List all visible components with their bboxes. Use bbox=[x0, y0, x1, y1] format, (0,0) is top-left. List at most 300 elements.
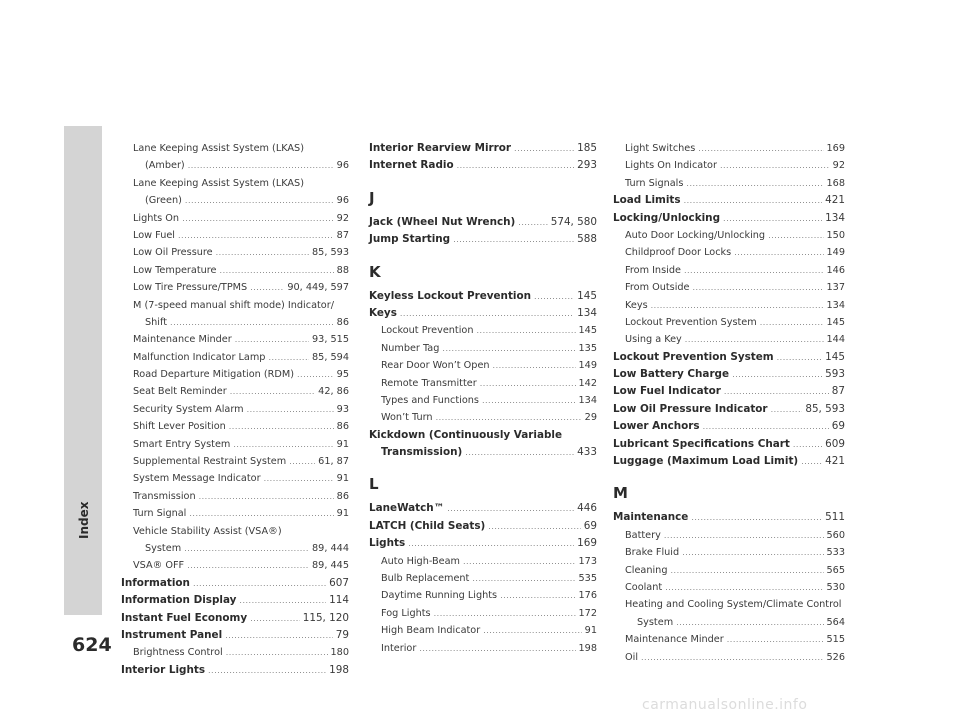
entry-text: Light Switches bbox=[625, 143, 696, 154]
dot-leader bbox=[178, 227, 334, 244]
entry-text: Auto Door Locking/Unlocking bbox=[625, 229, 766, 241]
entry-text: LATCH (Child Seats) bbox=[369, 519, 486, 532]
entry-text: Brake Fluid bbox=[625, 547, 680, 559]
page-reference: 593 bbox=[825, 368, 845, 381]
page-reference: 169 bbox=[577, 537, 597, 550]
dot-leader bbox=[189, 505, 333, 522]
entry-text: Supplemental Restraint System bbox=[133, 456, 287, 468]
dot-leader bbox=[685, 331, 824, 348]
entry-text: System bbox=[637, 616, 674, 628]
dot-leader bbox=[691, 509, 822, 526]
page-reference: 168 bbox=[826, 177, 845, 189]
index-entry-low-battery-charge bbox=[613, 366, 845, 383]
entry-text: Lane Keeping Assist System (LKAS) bbox=[133, 143, 304, 154]
entry-text: Locking/Unlocking bbox=[613, 211, 721, 224]
page-reference: 607 bbox=[329, 576, 349, 589]
page-reference: 69 bbox=[831, 420, 845, 433]
page-reference: 114 bbox=[329, 594, 349, 607]
page-reference: 92 bbox=[336, 212, 349, 224]
page-reference: 135 bbox=[578, 342, 597, 354]
index-subentry-turn-signal bbox=[121, 505, 349, 522]
index-subentry-turn-signals bbox=[613, 175, 845, 192]
entry-text: Luggage (Maximum Load Limit) bbox=[613, 455, 799, 468]
dot-leader bbox=[651, 297, 824, 314]
entry-text: Lights bbox=[369, 537, 406, 550]
index-entry-lubricant-specifications-chart bbox=[613, 436, 845, 453]
index-subentry-system bbox=[613, 614, 845, 631]
entry-text: Coolant bbox=[625, 581, 663, 593]
index-subentry-fog-lights bbox=[369, 605, 597, 622]
page-reference: 185 bbox=[577, 142, 597, 154]
index-subentry-brake-fluid bbox=[613, 544, 845, 561]
page-reference: 511 bbox=[825, 511, 845, 524]
index-subentry-lockout-prevention-system bbox=[613, 314, 845, 331]
section-letter-l: L bbox=[369, 475, 379, 494]
page-reference: 169 bbox=[826, 143, 845, 154]
index-subentry-won-t-turn bbox=[369, 409, 597, 426]
entry-text: Battery bbox=[625, 529, 661, 541]
index-entry-low-fuel-indicator bbox=[613, 383, 845, 400]
dot-leader bbox=[408, 535, 574, 552]
page-reference: 69 bbox=[583, 519, 597, 532]
page-reference: 93 bbox=[336, 403, 349, 415]
dot-leader bbox=[447, 500, 574, 517]
index-subentry-from-inside bbox=[613, 262, 845, 279]
entry-text: Lockout Prevention bbox=[381, 325, 474, 337]
index-entry-jack-wheel-nut-wrench bbox=[369, 214, 597, 231]
dot-leader bbox=[289, 453, 315, 470]
page-reference: 526 bbox=[826, 651, 845, 663]
entry-text: Lockout Prevention System bbox=[625, 316, 757, 328]
page-reference: 91 bbox=[336, 438, 349, 450]
dot-leader bbox=[170, 314, 334, 331]
page-reference: 96 bbox=[336, 195, 349, 207]
page-reference: 149 bbox=[578, 360, 597, 372]
dot-leader bbox=[684, 262, 824, 279]
page-reference: 95 bbox=[336, 369, 349, 381]
dot-leader bbox=[457, 157, 575, 174]
index-subentry-m-7-speed-manual-shift-mode-indicator bbox=[121, 297, 349, 314]
page-reference: 144 bbox=[826, 334, 845, 346]
entry-text: Types and Functions bbox=[381, 394, 479, 406]
dot-leader bbox=[727, 631, 824, 648]
dot-leader bbox=[453, 231, 574, 248]
entry-text: Lockout Prevention System bbox=[613, 350, 774, 363]
index-subentry-battery bbox=[613, 527, 845, 544]
dot-leader bbox=[483, 622, 581, 639]
index-subentry-from-outside bbox=[613, 279, 845, 296]
page-reference: 565 bbox=[826, 564, 845, 576]
index-entry-information-display bbox=[121, 592, 349, 609]
entry-text: Bulb Replacement bbox=[381, 573, 470, 585]
page-reference: 564 bbox=[826, 616, 845, 628]
dot-leader bbox=[801, 453, 822, 470]
dot-leader bbox=[442, 340, 575, 357]
page-reference: 86 bbox=[336, 421, 349, 433]
entry-text: Brightness Control bbox=[133, 647, 223, 659]
index-subentry-lockout-prevention bbox=[369, 322, 597, 339]
page-reference: 198 bbox=[578, 642, 597, 654]
entry-text: Malfunction Indicator Lamp bbox=[133, 351, 266, 363]
dot-leader bbox=[734, 244, 823, 261]
dot-leader bbox=[419, 640, 575, 657]
index-subentry-transmission bbox=[121, 488, 349, 505]
entry-text: Childproof Door Locks bbox=[625, 247, 732, 259]
entry-text: Lights On Indicator bbox=[625, 160, 717, 172]
entry-text: M (7-speed manual shift mode) Indicator/ bbox=[133, 299, 334, 311]
index-entry-instrument-panel bbox=[121, 627, 349, 644]
index-subentry-amber bbox=[121, 157, 349, 174]
dot-leader bbox=[187, 557, 309, 574]
page-reference: 145 bbox=[578, 325, 597, 337]
entry-text: Daytime Running Lights bbox=[381, 590, 498, 602]
index-subentry-maintenance-minder bbox=[613, 631, 845, 648]
dot-leader bbox=[226, 644, 328, 661]
index-subentry-shift-lever-position bbox=[121, 418, 349, 435]
entry-text: Low Fuel bbox=[133, 229, 175, 241]
entry-text: Instrument Panel bbox=[121, 628, 223, 641]
dot-leader bbox=[682, 544, 823, 561]
page-reference: 172 bbox=[578, 607, 597, 619]
page-reference: 173 bbox=[578, 555, 597, 567]
dot-leader bbox=[239, 592, 326, 609]
index-subentry-vehicle-stability-assist-vsa bbox=[121, 523, 349, 540]
entry-text: Maintenance Minder bbox=[625, 634, 724, 646]
index-entry-latch-child-seats bbox=[369, 518, 597, 535]
entry-text: Number Tag bbox=[381, 342, 440, 354]
dot-leader bbox=[250, 610, 300, 627]
index-subentry-rear-door-won-t-open bbox=[369, 357, 597, 374]
page-reference: 89, 445 bbox=[312, 560, 349, 572]
entry-text: Jack (Wheel Nut Wrench) bbox=[369, 215, 516, 228]
index-subentry-childproof-door-locks bbox=[613, 244, 845, 261]
index-subentry-daytime-running-lights bbox=[369, 587, 597, 604]
section-letter-m: M bbox=[613, 484, 628, 503]
page-reference: 93, 515 bbox=[312, 334, 349, 346]
dot-leader bbox=[297, 366, 334, 383]
page-number: 624 bbox=[72, 634, 112, 656]
index-subentry-coolant bbox=[613, 579, 845, 596]
dot-leader bbox=[247, 401, 334, 418]
entry-text: Keys bbox=[625, 299, 648, 311]
index-subentry-lane-keeping-assist-system-lkas bbox=[121, 140, 349, 157]
entry-text: (Amber) bbox=[145, 160, 185, 172]
index-entry-keys bbox=[369, 305, 597, 322]
index-subentry-low-oil-pressure bbox=[121, 244, 349, 261]
page-reference: 85, 593 bbox=[805, 402, 845, 415]
page-reference: 79 bbox=[335, 628, 349, 641]
entry-text: System Message Indicator bbox=[133, 473, 261, 485]
index-subentry-auto-high-beam bbox=[369, 553, 597, 570]
entry-text: Low Temperature bbox=[133, 264, 217, 276]
entry-text: Fog Lights bbox=[381, 607, 431, 619]
entry-text: Turn Signal bbox=[133, 508, 187, 520]
index-subentry-security-system-alarm bbox=[121, 401, 349, 418]
dot-leader bbox=[480, 375, 576, 392]
page-reference: 89, 444 bbox=[312, 542, 349, 554]
page-reference: 433 bbox=[577, 446, 597, 459]
entry-text: Maintenance bbox=[613, 511, 689, 524]
dot-leader bbox=[777, 349, 823, 366]
entry-text: Internet Radio bbox=[369, 159, 454, 172]
page-reference: 530 bbox=[826, 581, 845, 593]
dot-leader bbox=[641, 649, 823, 666]
index-subentry-using-a-key bbox=[613, 331, 845, 348]
dot-leader bbox=[436, 409, 582, 426]
entry-text: Low Tire Pressure/TPMS bbox=[133, 282, 248, 294]
index-subentry-light-switches bbox=[613, 140, 845, 157]
index-entry-lights bbox=[369, 535, 597, 552]
dot-leader bbox=[199, 488, 334, 505]
dot-leader bbox=[664, 527, 824, 544]
dot-leader bbox=[488, 518, 580, 535]
dot-leader bbox=[400, 305, 574, 322]
page-reference: 176 bbox=[578, 590, 597, 602]
page-reference: 293 bbox=[577, 159, 597, 172]
index-entry-lockout-prevention-system bbox=[613, 349, 845, 366]
section-letter-k: K bbox=[369, 262, 381, 281]
index-entry-interior-lights bbox=[121, 662, 349, 679]
entry-text: Lubricant Specifications Chart bbox=[613, 437, 790, 450]
dot-leader bbox=[482, 392, 576, 409]
index-subentry-road-departure-mitigation-rdm bbox=[121, 366, 349, 383]
page-reference: 146 bbox=[826, 264, 845, 276]
index-subentry-shift bbox=[121, 314, 349, 331]
index-column-2 bbox=[369, 140, 597, 657]
page-reference: 91 bbox=[336, 508, 349, 520]
index-column-1 bbox=[121, 140, 349, 679]
dot-leader bbox=[225, 627, 333, 644]
entry-text: Maintenance Minder bbox=[133, 334, 232, 346]
entry-text: Information Display bbox=[121, 594, 237, 607]
page-reference: 145 bbox=[577, 289, 597, 302]
index-subentry-oil bbox=[613, 649, 845, 666]
page-reference: 446 bbox=[577, 502, 597, 515]
dot-leader bbox=[472, 570, 575, 587]
index-entry-lower-anchors bbox=[613, 418, 845, 435]
entry-text: Seat Belt Reminder bbox=[133, 386, 227, 398]
watermark: carmanualsonline.info bbox=[642, 697, 808, 713]
dot-leader bbox=[216, 244, 309, 261]
dot-leader bbox=[732, 366, 822, 383]
index-subentry-green bbox=[121, 192, 349, 209]
dot-leader bbox=[268, 349, 309, 366]
entry-text: Vehicle Stability Assist (VSA®) bbox=[133, 525, 282, 537]
page-reference: 574, 580 bbox=[550, 215, 597, 228]
entry-text: Transmission) bbox=[381, 446, 463, 459]
entry-text: Cleaning bbox=[625, 564, 668, 576]
index-subentry-malfunction-indicator-lamp bbox=[121, 349, 349, 366]
entry-text: Interior Rearview Mirror bbox=[369, 142, 512, 154]
page-reference: 421 bbox=[825, 455, 845, 468]
dot-leader bbox=[514, 140, 574, 157]
page-reference: 515 bbox=[826, 634, 845, 646]
dot-leader bbox=[463, 553, 576, 570]
entry-text: Lower Anchors bbox=[613, 420, 700, 433]
page-reference: 180 bbox=[330, 647, 349, 659]
index-entry-information bbox=[121, 575, 349, 592]
dot-leader bbox=[793, 436, 822, 453]
dot-leader bbox=[720, 157, 830, 174]
dot-leader bbox=[193, 575, 326, 592]
page-reference: 145 bbox=[825, 350, 845, 363]
index-subentry-supplemental-restraint-system bbox=[121, 453, 349, 470]
index-entry-low-oil-pressure-indicator bbox=[613, 401, 845, 418]
entry-text: Low Battery Charge bbox=[613, 368, 730, 381]
page-reference: 29 bbox=[584, 412, 597, 424]
dot-leader bbox=[723, 210, 822, 227]
section-letter-j: J bbox=[369, 188, 375, 207]
entry-text: Load Limits bbox=[613, 194, 681, 207]
index-subentry-low-tire-pressure-tpms bbox=[121, 279, 349, 296]
index-subentry-cleaning bbox=[613, 562, 845, 579]
page-reference: 134 bbox=[578, 394, 597, 406]
entry-text: Low Oil Pressure bbox=[133, 247, 213, 259]
entry-text: (Green) bbox=[145, 195, 182, 207]
index-subentry-maintenance-minder bbox=[121, 331, 349, 348]
dot-leader bbox=[768, 227, 823, 244]
dot-leader bbox=[703, 418, 829, 435]
index-subentry-keys bbox=[613, 297, 845, 314]
index-entry-instant-fuel-economy bbox=[121, 610, 349, 627]
dot-leader bbox=[493, 357, 576, 374]
dot-leader bbox=[185, 192, 334, 209]
dot-leader bbox=[500, 587, 575, 604]
dot-leader bbox=[182, 210, 334, 227]
entry-text: Using a Key bbox=[625, 334, 682, 346]
entry-text: Transmission bbox=[133, 490, 196, 502]
entry-text: Turn Signals bbox=[625, 177, 684, 189]
entry-text: Lights On bbox=[133, 212, 180, 224]
index-subentry-low-temperature bbox=[121, 262, 349, 279]
entry-text: Kickdown (Continuously Variable bbox=[369, 428, 563, 441]
dot-leader bbox=[724, 383, 829, 400]
entry-text: Auto High-Beam bbox=[381, 555, 460, 567]
index-subentry-lane-keeping-assist-system-lkas bbox=[121, 175, 349, 192]
index-entry-load-limits bbox=[613, 192, 845, 209]
entry-text: Heating and Cooling System/Climate Control bbox=[625, 599, 842, 611]
page-reference: 87 bbox=[831, 385, 845, 398]
page-reference: 134 bbox=[577, 306, 597, 319]
index-entry-interior-rearview-mirror bbox=[369, 140, 597, 157]
index-subentry-seat-belt-reminder bbox=[121, 383, 349, 400]
entry-text: Oil bbox=[625, 651, 639, 663]
entry-text: High Beam Indicator bbox=[381, 625, 481, 637]
page-reference: 91 bbox=[584, 625, 597, 637]
page-reference: 145 bbox=[826, 316, 845, 328]
page-reference: 150 bbox=[826, 229, 845, 241]
entry-text: Smart Entry System bbox=[133, 438, 231, 450]
dot-leader bbox=[534, 288, 574, 305]
page-reference: 115, 120 bbox=[302, 611, 349, 624]
page-reference: 588 bbox=[577, 233, 597, 246]
index-subentry-high-beam-indicator bbox=[369, 622, 597, 639]
index-subentry-brightness-control bbox=[121, 644, 349, 661]
index-entry-luggage-maximum-load-limit bbox=[613, 453, 845, 470]
page-reference: 86 bbox=[336, 316, 349, 328]
index-subentry-remote-transmitter bbox=[369, 375, 597, 392]
entry-text: Low Fuel Indicator bbox=[613, 385, 721, 398]
index-subentry-system-message-indicator bbox=[121, 470, 349, 487]
page-reference: 137 bbox=[826, 282, 845, 294]
dot-leader bbox=[220, 262, 334, 279]
entry-text: LaneWatch™ bbox=[369, 502, 445, 515]
index-subentry-bulb-replacement bbox=[369, 570, 597, 587]
index-subentry-vsa-off bbox=[121, 557, 349, 574]
dot-leader bbox=[665, 579, 823, 596]
page-reference: 86 bbox=[336, 490, 349, 502]
page-reference: 198 bbox=[329, 663, 349, 676]
page-reference: 85, 594 bbox=[312, 351, 349, 363]
dot-leader bbox=[465, 444, 574, 461]
dot-leader bbox=[250, 279, 284, 296]
entry-text: Keys bbox=[369, 306, 397, 319]
dot-leader bbox=[684, 192, 823, 209]
entry-text: Shift Lever Position bbox=[133, 421, 226, 433]
index-side-tab bbox=[64, 126, 102, 615]
entry-text: Road Departure Mitigation (RDM) bbox=[133, 369, 294, 381]
dot-leader bbox=[771, 401, 803, 418]
page-reference: 134 bbox=[825, 211, 845, 224]
entry-text: From Inside bbox=[625, 264, 681, 276]
dot-leader bbox=[676, 614, 823, 631]
index-subentry-interior bbox=[369, 640, 597, 657]
index-entry-locking-unlocking bbox=[613, 210, 845, 227]
entry-text: Interior Lights bbox=[121, 663, 206, 676]
index-subentry-low-fuel bbox=[121, 227, 349, 244]
index-column-3 bbox=[613, 140, 845, 666]
dot-leader bbox=[208, 662, 326, 679]
dot-leader bbox=[188, 157, 334, 174]
dot-leader bbox=[476, 322, 575, 339]
dot-leader bbox=[235, 331, 309, 348]
entry-text: Remote Transmitter bbox=[381, 377, 477, 389]
page-reference: 91 bbox=[336, 473, 349, 485]
index-subentry-types-and-functions bbox=[369, 392, 597, 409]
index-entry-jump-starting bbox=[369, 231, 597, 248]
page-reference: 149 bbox=[826, 247, 845, 259]
page-reference: 533 bbox=[826, 547, 845, 559]
page-reference: 96 bbox=[336, 160, 349, 172]
dot-leader bbox=[230, 383, 315, 400]
index-subentry-number-tag bbox=[369, 340, 597, 357]
dot-leader bbox=[698, 140, 823, 157]
entry-text: Rear Door Won’t Open bbox=[381, 360, 490, 372]
index-subentry-lights-on bbox=[121, 210, 349, 227]
entry-text: From Outside bbox=[625, 282, 690, 294]
page-reference: 85, 593 bbox=[312, 247, 349, 259]
dot-leader bbox=[670, 562, 823, 579]
index-entry-keyless-lockout-prevention bbox=[369, 288, 597, 305]
index-entry-maintenance bbox=[613, 509, 845, 526]
page-reference: 61, 87 bbox=[318, 456, 349, 468]
dot-leader bbox=[518, 214, 547, 231]
page-reference: 88 bbox=[336, 264, 349, 276]
page-reference: 90, 449, 597 bbox=[287, 282, 349, 294]
dot-leader bbox=[229, 418, 334, 435]
dot-leader bbox=[264, 470, 334, 487]
page-reference: 134 bbox=[826, 299, 845, 311]
index-entry-transmission bbox=[369, 444, 597, 461]
dot-leader bbox=[184, 540, 309, 557]
entry-text: Interior bbox=[381, 642, 417, 654]
page-reference: 535 bbox=[578, 573, 597, 585]
entry-text: Instant Fuel Economy bbox=[121, 611, 248, 624]
index-subentry-heating-and-cooling-system-climate-control bbox=[613, 596, 845, 613]
page-reference: 421 bbox=[825, 194, 845, 207]
page-reference: 87 bbox=[336, 229, 349, 241]
page-reference: 92 bbox=[832, 160, 845, 172]
